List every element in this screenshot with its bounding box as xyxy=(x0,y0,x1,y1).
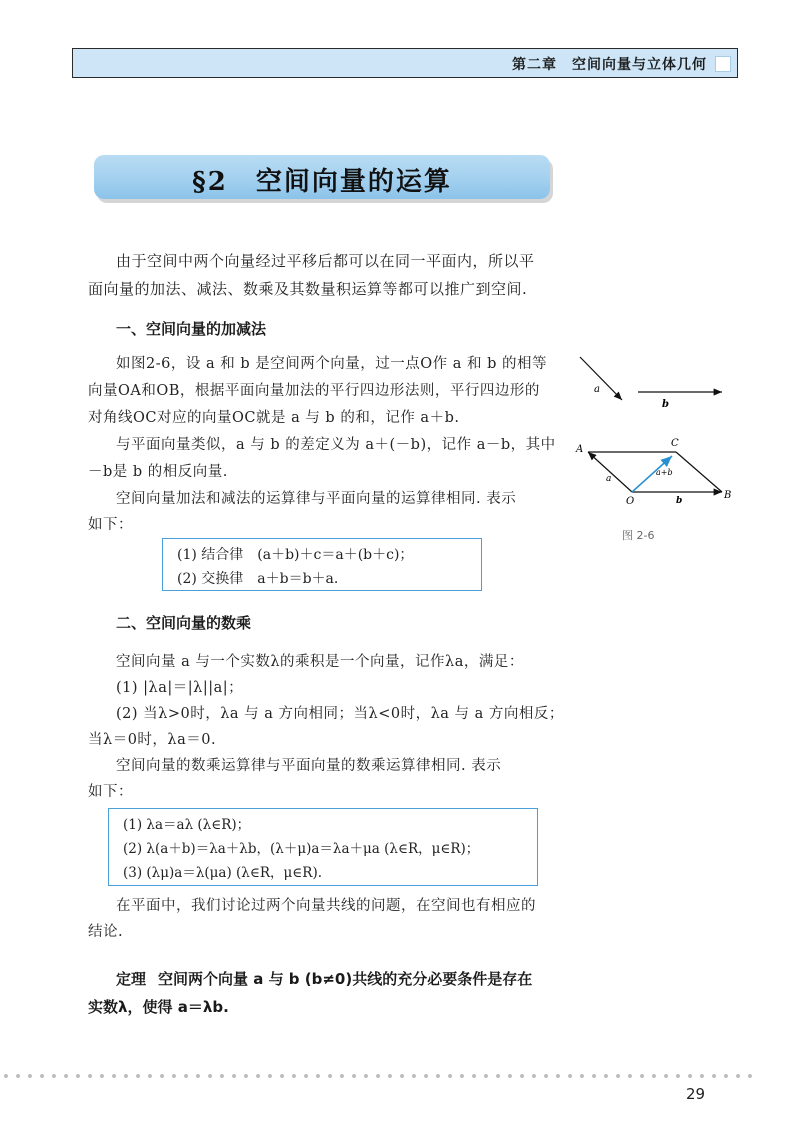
free-vector-b-label: b xyxy=(662,399,669,410)
part1-p2-line2: －b是 b 的相反向量. xyxy=(88,464,228,480)
part2-c2-line1: (2) 当λ>0时，λa 与 a 方向相同；当λ<0时，λa 与 a 方向相反； xyxy=(116,706,564,722)
sum-label: a+b xyxy=(656,468,673,477)
scalar-laws-box xyxy=(108,808,538,886)
heading-scalar-multiplication: 二、空间向量的数乘 xyxy=(116,614,252,632)
point-B-label: B xyxy=(724,490,732,501)
part2-c1: (1) |λa|＝|λ||a|； xyxy=(116,680,244,696)
theorem-statement-1: 空间两个向量 a 与 b (b≠0)共线的充分必要条件是存在 xyxy=(158,970,533,988)
footer-dotted-rule xyxy=(0,1073,760,1079)
part2-p3-line2: 结论. xyxy=(88,924,124,940)
part2-p3-line1: 在平面中，我们讨论过两个向量共线的问题，在空间也有相应的 xyxy=(116,898,536,914)
associative-law: (1) 结合律 (a＋b)＋c＝a＋(b＋c)； xyxy=(177,547,414,563)
theorem-line-1 xyxy=(116,966,532,992)
scalar-law-2: (2) λ(a＋b)＝λa＋λb，(λ＋μ)a＝λa＋μa (λ∈R，μ∈R)； xyxy=(123,841,480,857)
intro-line-2: 面向量的加法、减法、数乘及其数量积运算等都可以推广到空间. xyxy=(88,280,528,298)
corner-square-icon xyxy=(715,56,731,72)
figure-caption: 图 2-6 xyxy=(622,529,655,542)
edge-b-label: b xyxy=(676,496,683,506)
edge-a-label: a xyxy=(606,474,612,484)
theorem-statement-2: 实数λ，使得 a＝λb. xyxy=(88,998,229,1016)
part1-p2-line1: 与平面向量类似，a 与 b 的差定义为 a＋(－b)，记作 a－b，其中 xyxy=(116,437,556,453)
theorem-label: 定理 xyxy=(116,970,147,988)
chapter-title: 第二章 空间向量与立体几何 xyxy=(512,57,707,73)
part1-p1-line1: 如图2-6，设 a 和 b 是空间两个向量，过一点O作 a 和 b 的相等 xyxy=(116,356,547,372)
section-banner xyxy=(94,155,550,199)
addition-laws-box xyxy=(162,538,482,591)
scalar-law-1: (1) λa＝aλ (λ∈R)； xyxy=(123,817,251,833)
point-A-label: A xyxy=(576,444,584,455)
part2-p2-line2: 如下： xyxy=(88,784,133,800)
commutative-law: (2) 交换律 a＋b＝b＋a. xyxy=(177,571,339,587)
edge-CB xyxy=(676,452,722,492)
part1-p3-line2: 如下： xyxy=(88,517,133,533)
heading-addition-subtraction: 一、空间向量的加减法 xyxy=(116,320,267,338)
part2-p1: 空间向量 a 与一个实数λ的乘积是一个向量，记作λa，满足： xyxy=(116,654,524,670)
section-title: §2 空间向量的运算 xyxy=(192,167,452,197)
chapter-header xyxy=(72,48,738,78)
part2-c2-line2: 当λ＝0时，λa＝0. xyxy=(88,732,217,748)
part1-p1-line3: 对角线OC对应的向量OC就是 a 与 b 的和，记作 a＋b. xyxy=(88,410,460,426)
point-O-label: O xyxy=(626,496,635,507)
page-number: 29 xyxy=(686,1085,706,1103)
free-vector-a xyxy=(580,357,622,400)
vector-diagram xyxy=(572,345,752,545)
point-C-label: C xyxy=(671,438,679,449)
part1-p1-line2: 向量OA和OB，根据平面向量加法的平行四边形法则，平行四边形的 xyxy=(88,383,540,399)
free-vector-a-label: a xyxy=(594,384,600,395)
scalar-law-3: (3) (λμ)a＝λ(μa) (λ∈R，μ∈R). xyxy=(123,865,322,881)
part2-p2-line1: 空间向量的数乘运算律与平面向量的数乘运算律相同. 表示 xyxy=(116,758,502,774)
vector-OA xyxy=(588,452,632,492)
intro-line-1: 由于空间中两个向量经过平移后都可以在同一平面内，所以平 xyxy=(116,252,535,270)
part1-p3-line1: 空间向量加法和减法的运算律与平面向量的运算律相同. 表示 xyxy=(116,491,517,507)
